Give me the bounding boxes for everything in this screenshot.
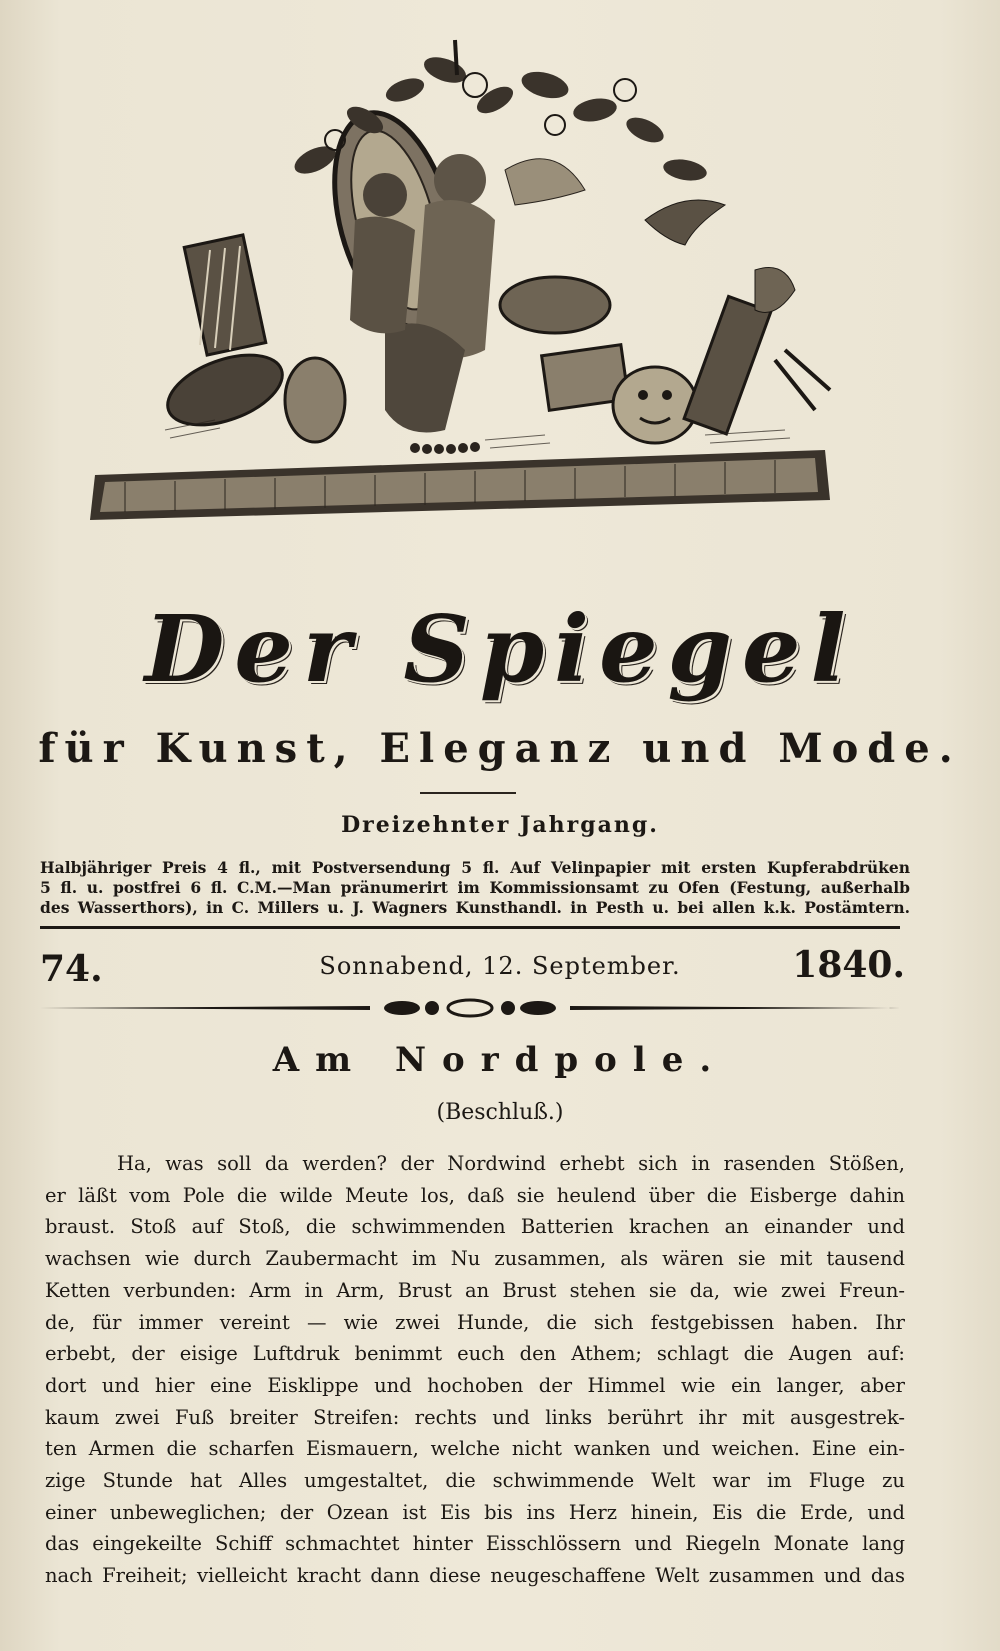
body-line: einer unbeweglichen; der Ozean ist Eis bis ins Herz hinein, Eis die Erde, und — [45, 1500, 905, 1524]
allegorical-vignette-engraving — [85, 30, 865, 550]
body-line: ten Armen die scharfen Eismauern, welche nicht wanken und weichen. Eine ein- — [45, 1437, 905, 1461]
article-note: (Beschluß.) — [436, 1100, 564, 1125]
price-line: des Wasserthors), in C. Millers u. J. Wagners Kunsthandl. in Pesth u. bei allen k.k. Postämtern. — [40, 898, 910, 917]
body-line: wachsen wie durch Zaubermacht im Nu zusammen, als wären sie mit tausend — [45, 1247, 905, 1271]
article-body — [45, 1148, 905, 1592]
body-line: erbebt, der eisige Luftdruk benimmt euch den Athem; schlagt die Augen auf: — [45, 1342, 905, 1366]
header-rule — [40, 926, 900, 929]
article-title: Am Nordpole. — [272, 1040, 728, 1080]
body-line: das eingekeilte Schiff schmachtet hinter Eisschlössern und Riegeln Monate lang — [45, 1532, 905, 1556]
body-line: Ketten verbunden: Arm in Arm, Brust an Brust stehen sie da, wie zwei Freun- — [45, 1278, 905, 1302]
price-line: 5 fl. u. postfrei 6 fl. C.M.—Man pränumerirt im Kommissionsamt zu Ofen (Festung, außerhalb — [40, 878, 910, 897]
volume-label: Dreizehnter Jahrgang. — [341, 812, 659, 838]
body-line: Ha, was soll da werden? der Nordwind erhebt sich in rasenden Stößen, — [117, 1152, 905, 1175]
price-notice — [40, 858, 910, 918]
body-line: kaum zwei Fuß breiter Streifen: rechts und links berührt ihr mit ausgestrek- — [45, 1405, 905, 1429]
body-line: nach Freiheit; vielleicht kracht dann diese neugeschaffene Welt zusammen und das — [45, 1564, 905, 1588]
masthead-subtitle: für Kunst, Eleganz und Mode. — [38, 725, 962, 772]
body-line: dort und hier eine Eisklippe und hochoben der Himmel wie ein langer, aber — [45, 1373, 905, 1397]
short-divider — [420, 792, 516, 794]
issue-date: Sonnabend, 12. September. — [319, 952, 681, 980]
body-line: braust. Stoß auf Stoß, die schwimmenden Batterien krachen an einander und — [45, 1215, 905, 1239]
masthead-title: Der Spiegel — [144, 595, 856, 703]
decorative-rule-ornament — [40, 996, 900, 1020]
body-line: er läßt vom Pole die wilde Meute los, daß sie heulend über die Eisberge dahin — [45, 1183, 905, 1207]
body-line: de, für immer vereint — wie zwei Hunde, die sich festgebissen haben. Ihr — [45, 1310, 905, 1334]
body-line: zige Stunde hat Alles umgestaltet, die schwimmende Welt war im Fluge zu — [45, 1469, 905, 1493]
issue-number: 74. — [40, 948, 103, 990]
issue-year: 1840. — [792, 944, 905, 986]
price-line: Halbjähriger Preis 4 fl., mit Postversendung 5 fl. Auf Velinpapier mit ersten Kupferabdrüken — [40, 858, 910, 877]
